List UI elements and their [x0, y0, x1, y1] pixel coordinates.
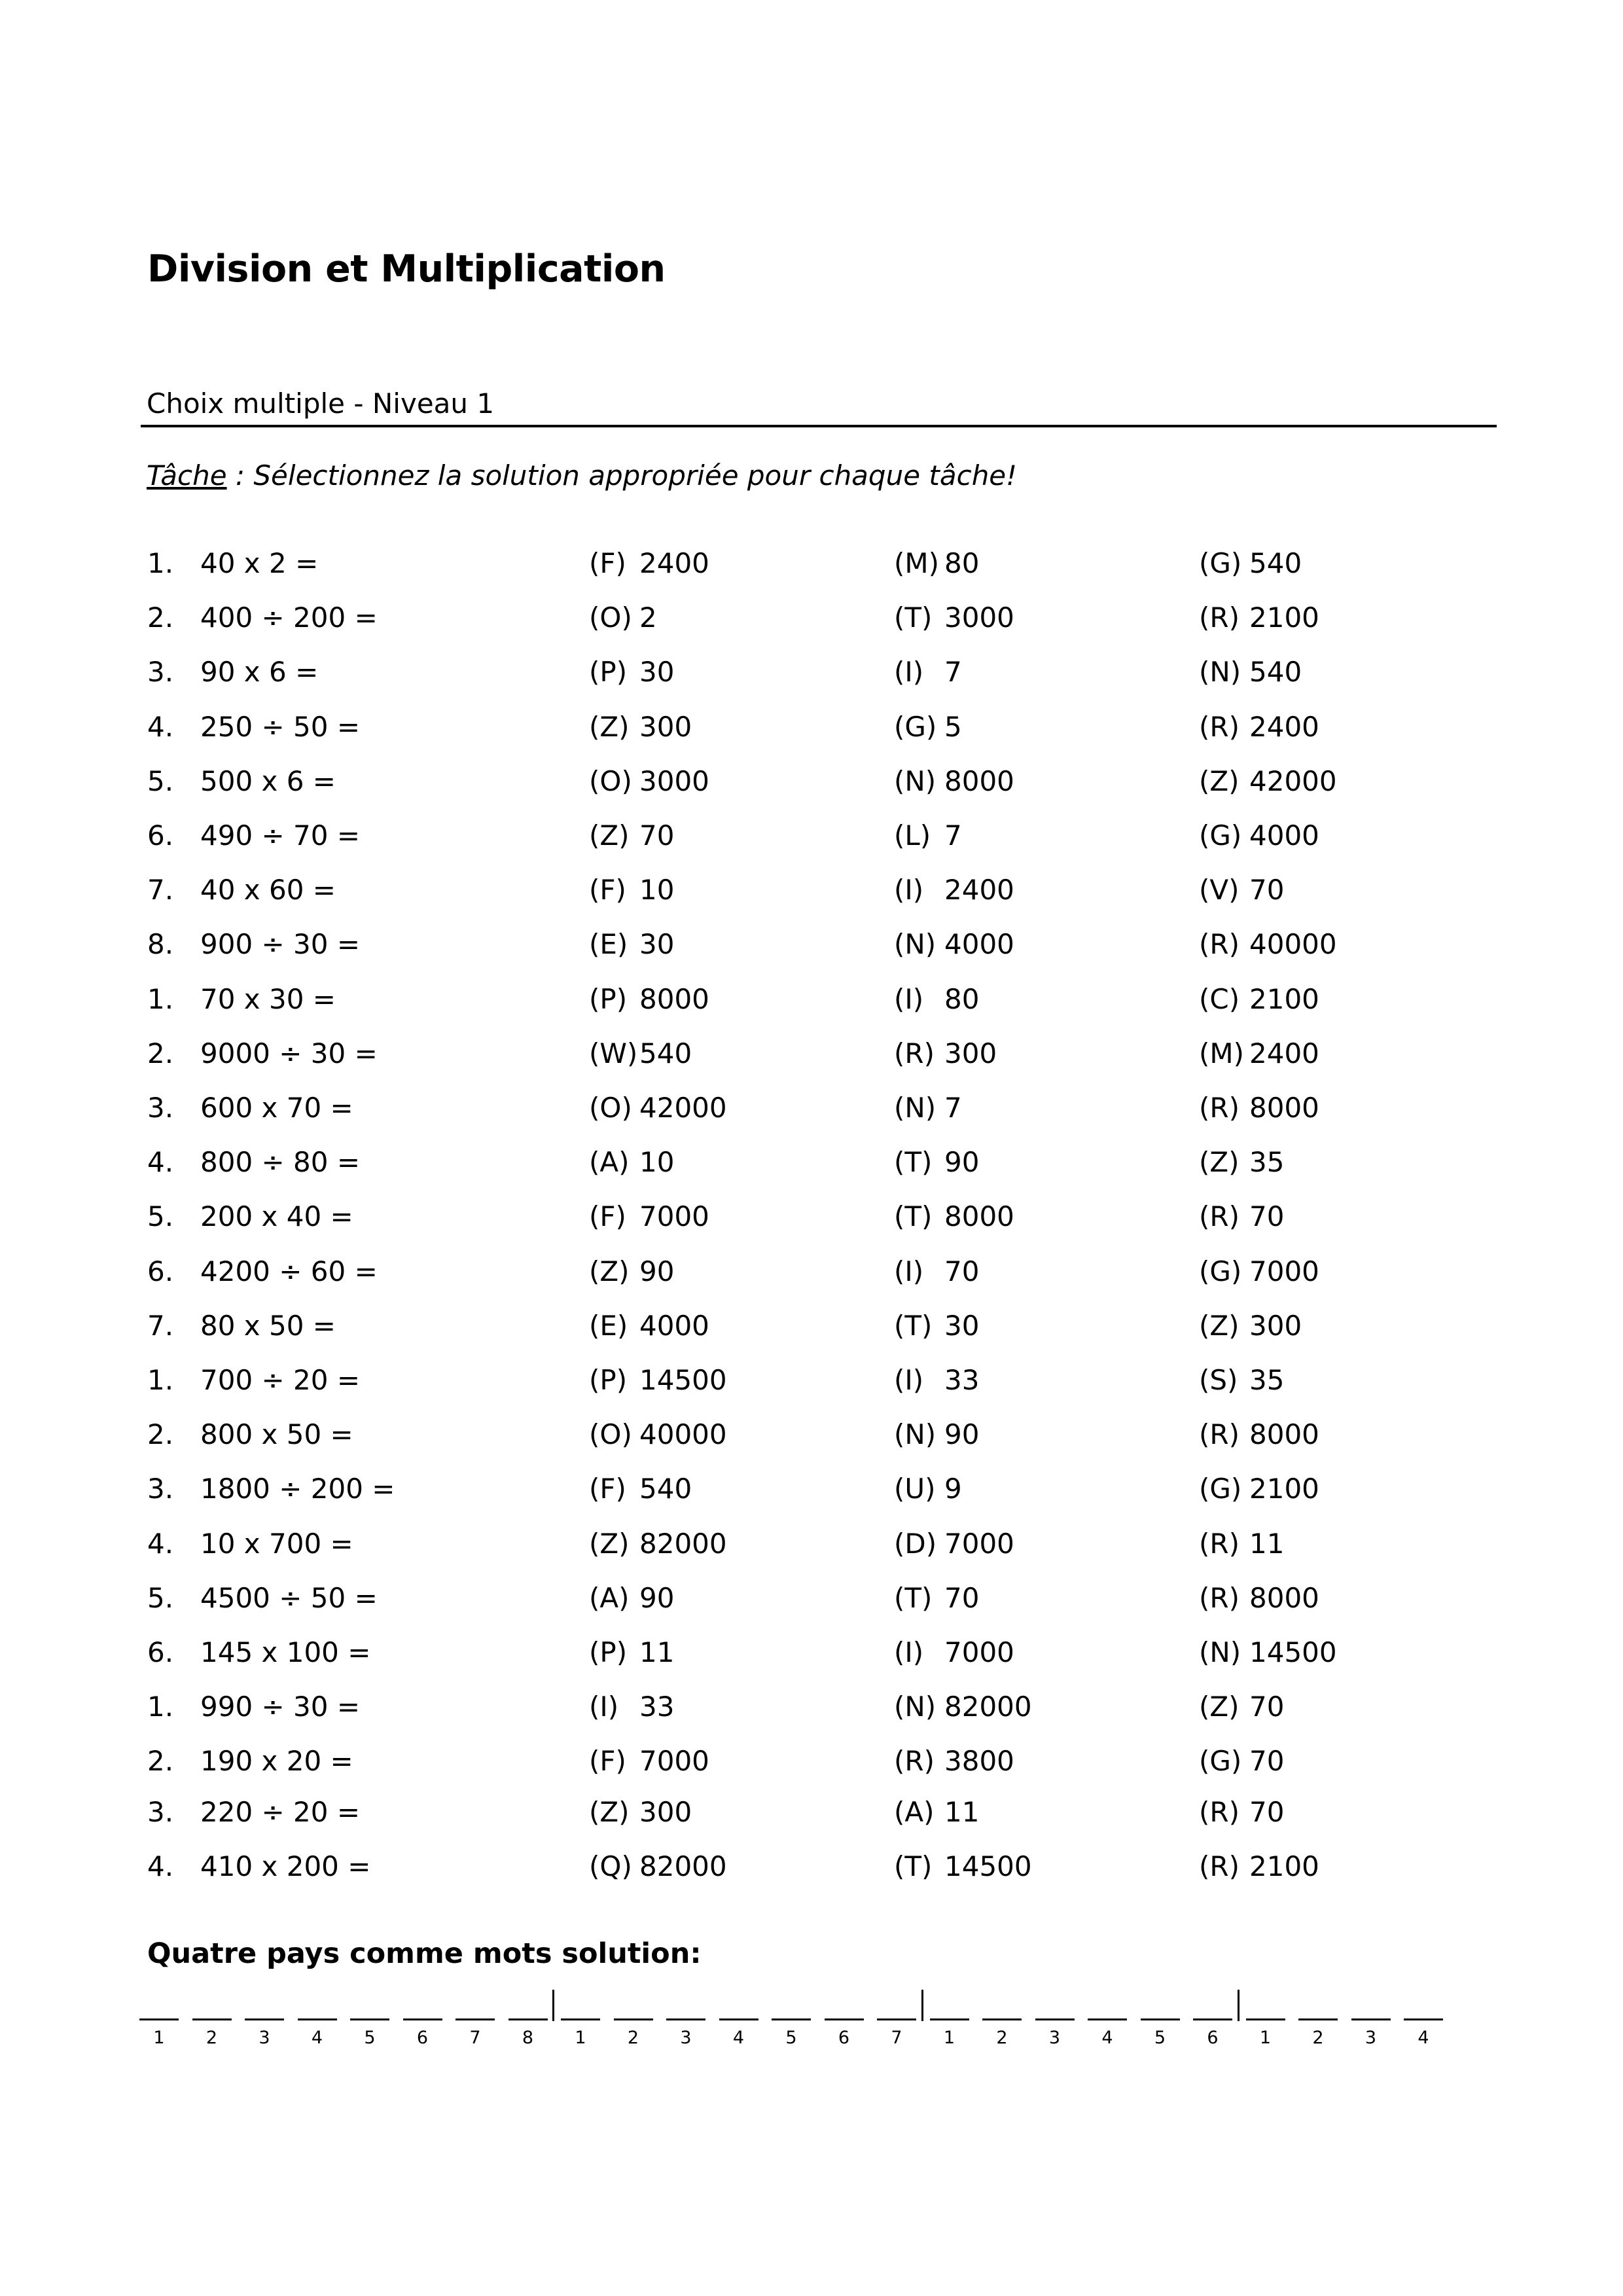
choice-letter: (R) [1199, 1418, 1240, 1451]
choice-value: 7000 [944, 1636, 1014, 1668]
choice-letter: (O) [589, 601, 632, 634]
problem-number: 6. [147, 1636, 174, 1668]
choice-letter: (Q) [589, 1850, 632, 1882]
blank-position-number: 7 [891, 2028, 902, 2048]
choice-value: 42000 [639, 1092, 727, 1124]
choice-letter: (I) [894, 1255, 924, 1287]
choice-letter: (N) [894, 1092, 936, 1124]
problem-number: 2. [147, 1418, 174, 1451]
answer-blank[interactable] [350, 2018, 389, 2020]
answer-blank[interactable] [1088, 2018, 1127, 2020]
choice-value: 90 [944, 1418, 980, 1451]
answer-blank[interactable] [982, 2018, 1022, 2020]
blank-position-number: 3 [259, 2028, 270, 2048]
choice-letter: (Z) [589, 1255, 630, 1287]
choice-value: 35 [1249, 1146, 1285, 1179]
choice-letter: (I) [894, 1364, 924, 1396]
problem-number: 5. [147, 1581, 174, 1614]
problem-expression: 90 x 6 = [200, 656, 319, 689]
answer-blank[interactable] [1246, 2018, 1285, 2020]
choice-value: 70 [1249, 1745, 1285, 1778]
answer-blank[interactable] [877, 2018, 916, 2020]
choice-letter: (M) [894, 547, 940, 579]
problem-expression: 800 x 50 = [200, 1418, 353, 1451]
answer-blank[interactable] [455, 2018, 495, 2020]
problem-expression: 145 x 100 = [200, 1636, 371, 1668]
choice-value: 40000 [639, 1418, 727, 1451]
blank-position-number: 5 [1154, 2028, 1166, 2048]
choice-value: 30 [944, 1309, 980, 1342]
answer-blank[interactable] [245, 2018, 284, 2020]
problem-number: 2. [147, 601, 174, 634]
blank-position-number: 8 [522, 2028, 534, 2048]
problem-expression: 190 x 20 = [200, 1745, 353, 1778]
blank-position-number: 1 [943, 2028, 955, 2048]
problem-number: 1. [147, 547, 174, 579]
answer-blank[interactable] [666, 2018, 705, 2020]
choice-letter: (G) [894, 710, 937, 743]
choice-value: 540 [639, 1037, 692, 1069]
choice-letter: (R) [1199, 1850, 1240, 1882]
blank-position-number: 2 [996, 2028, 1008, 2048]
choice-letter: (N) [894, 764, 936, 797]
problem-number: 7. [147, 874, 174, 906]
problem-expression: 200 x 40 = [200, 1200, 353, 1233]
choice-letter: (I) [589, 1691, 619, 1723]
choice-value: 7 [944, 656, 962, 689]
problem-expression: 220 ÷ 20 = [200, 1795, 361, 1828]
choice-letter: (R) [1199, 601, 1240, 634]
problem-number: 7. [147, 1309, 174, 1342]
choice-value: 80 [944, 547, 980, 579]
solution-title: Quatre pays comme mots solution: [147, 1937, 702, 1970]
problem-number: 6. [147, 1255, 174, 1287]
choice-letter: (P) [589, 1364, 628, 1396]
choice-letter: (I) [894, 1636, 924, 1668]
choice-letter: (R) [1199, 1581, 1240, 1614]
choice-value: 3000 [944, 601, 1014, 634]
choice-letter: (Z) [589, 1527, 630, 1560]
blank-position-number: 1 [575, 2028, 586, 2048]
blank-position-number: 2 [627, 2028, 639, 2048]
blank-position-number: 7 [469, 2028, 481, 2048]
problem-number: 4. [147, 710, 174, 743]
blank-position-number: 1 [1259, 2028, 1272, 2048]
choice-value: 8000 [1249, 1418, 1319, 1451]
problem-expression: 80 x 50 = [200, 1309, 336, 1342]
choice-value: 2400 [944, 874, 1014, 906]
blank-position-number: 3 [1364, 2028, 1377, 2048]
choice-letter: (R) [894, 1745, 935, 1778]
choice-value: 2 [639, 601, 657, 634]
problem-expression: 40 x 2 = [200, 547, 319, 579]
choice-value: 300 [639, 1795, 692, 1828]
choice-value: 540 [1249, 547, 1302, 579]
choice-value: 4000 [1249, 819, 1319, 852]
answer-blank[interactable] [930, 2018, 969, 2020]
blank-position-number: 1 [153, 2028, 165, 2048]
task-label: Tâche [147, 459, 227, 492]
blank-position-number: 6 [416, 2028, 429, 2048]
choice-letter: (W) [589, 1037, 638, 1069]
choice-value: 8000 [639, 982, 709, 1015]
problem-expression: 800 ÷ 80 = [200, 1146, 361, 1179]
choice-letter: (Z) [1199, 1309, 1240, 1342]
answer-blank[interactable] [508, 2018, 548, 2020]
choice-letter: (Z) [1199, 1691, 1240, 1723]
problem-expression: 40 x 60 = [200, 874, 336, 906]
choice-letter: (C) [1199, 982, 1240, 1015]
problem-number: 6. [147, 819, 174, 852]
answer-blank[interactable] [403, 2018, 442, 2020]
choice-value: 30 [639, 656, 675, 689]
choice-letter: (G) [1199, 1255, 1242, 1287]
problem-number: 3. [147, 1092, 174, 1124]
choice-value: 10 [639, 874, 675, 906]
choice-value: 70 [944, 1255, 980, 1287]
problem-number: 5. [147, 1200, 174, 1233]
choice-value: 35 [1249, 1364, 1285, 1396]
problem-expression: 70 x 30 = [200, 982, 336, 1015]
choice-value: 2100 [1249, 1473, 1319, 1505]
choice-value: 3800 [944, 1745, 1014, 1778]
choice-value: 90 [944, 1146, 980, 1179]
choice-letter: (R) [1199, 1795, 1240, 1828]
choice-value: 90 [639, 1581, 675, 1614]
choice-value: 7 [944, 1092, 962, 1124]
blank-position-number: 4 [1418, 2028, 1429, 2048]
problem-expression: 410 x 200 = [200, 1850, 371, 1882]
choice-value: 82000 [639, 1850, 727, 1882]
blank-position-number: 6 [838, 2028, 850, 2048]
choice-letter: (T) [894, 1146, 933, 1179]
choice-letter: (P) [589, 656, 628, 689]
choice-value: 5 [944, 710, 962, 743]
choice-letter: (N) [894, 928, 936, 961]
choice-value: 90 [639, 1255, 675, 1287]
choice-letter: (Z) [589, 1795, 630, 1828]
choice-letter: (V) [1199, 874, 1240, 906]
answer-blank[interactable] [1298, 2018, 1338, 2020]
choice-letter: (G) [1199, 1473, 1242, 1505]
answer-blank[interactable] [298, 2018, 337, 2020]
choice-value: 4000 [639, 1309, 709, 1342]
answer-blank[interactable] [825, 2018, 864, 2020]
choice-letter: (S) [1199, 1364, 1238, 1396]
choice-value: 2400 [1249, 710, 1319, 743]
problem-number: 3. [147, 656, 174, 689]
choice-value: 14500 [944, 1850, 1032, 1882]
choice-letter: (A) [589, 1581, 630, 1614]
choice-value: 33 [639, 1691, 675, 1723]
problem-number: 3. [147, 1795, 174, 1828]
choice-letter: (N) [1199, 656, 1241, 689]
choice-letter: (F) [589, 1200, 626, 1233]
blank-position-number: 4 [311, 2028, 323, 2048]
problem-number: 1. [147, 1691, 174, 1723]
choice-value: 8000 [1249, 1581, 1319, 1614]
choice-letter: (E) [589, 1309, 628, 1342]
choice-value: 2100 [1249, 1850, 1319, 1882]
choice-value: 14500 [639, 1364, 727, 1396]
subtitle: Choix multiple - Niveau 1 [147, 387, 495, 420]
choice-value: 7000 [1249, 1255, 1319, 1287]
choice-letter: (E) [589, 928, 628, 961]
choice-value: 2400 [1249, 1037, 1319, 1069]
blank-position-number: 2 [1312, 2028, 1324, 2048]
problem-number: 4. [147, 1146, 174, 1179]
choice-letter: (T) [894, 1581, 933, 1614]
answer-blank[interactable] [1193, 2018, 1232, 2020]
answer-blank[interactable] [1404, 2018, 1443, 2020]
choice-value: 82000 [639, 1527, 727, 1560]
problem-expression: 10 x 700 = [200, 1527, 353, 1560]
choice-letter: (G) [1199, 819, 1242, 852]
choice-letter: (F) [589, 874, 626, 906]
blank-position-number: 5 [364, 2028, 376, 2048]
problem-expression: 9000 ÷ 30 = [200, 1037, 378, 1069]
choice-value: 80 [944, 982, 980, 1015]
choice-value: 10 [639, 1146, 675, 1179]
choice-letter: (Z) [1199, 1146, 1240, 1179]
choice-value: 70 [944, 1581, 980, 1614]
word-separator [552, 1990, 554, 2021]
choice-letter: (T) [894, 601, 933, 634]
choice-value: 300 [944, 1037, 997, 1069]
problem-expression: 990 ÷ 30 = [200, 1691, 361, 1723]
problem-number: 2. [147, 1745, 174, 1778]
choice-letter: (R) [1199, 710, 1240, 743]
blank-position-number: 4 [1101, 2028, 1113, 2048]
answer-blank[interactable] [614, 2018, 653, 2020]
choice-value: 33 [944, 1364, 980, 1396]
choice-value: 70 [1249, 1795, 1285, 1828]
choice-value: 7000 [639, 1745, 709, 1778]
blank-position-number: 6 [1207, 2028, 1219, 2048]
blank-position-number: 3 [680, 2028, 692, 2048]
choice-letter: (R) [894, 1037, 935, 1069]
problem-expression: 900 ÷ 30 = [200, 928, 361, 961]
choice-letter: (F) [589, 1473, 626, 1505]
blank-position-number: 4 [732, 2028, 745, 2048]
choice-value: 8000 [944, 1200, 1014, 1233]
problem-expression: 400 ÷ 200 = [200, 601, 378, 634]
choice-value: 70 [1249, 1200, 1285, 1233]
problem-expression: 490 ÷ 70 = [200, 819, 361, 852]
choice-letter: (R) [1199, 1527, 1240, 1560]
choice-letter: (R) [1199, 1200, 1240, 1233]
choice-letter: (Z) [1199, 764, 1240, 797]
choice-letter: (N) [1199, 1636, 1241, 1668]
choice-letter: (T) [894, 1850, 933, 1882]
blank-position-number: 3 [1048, 2028, 1061, 2048]
problem-number: 5. [147, 764, 174, 797]
problem-number: 1. [147, 982, 174, 1015]
choice-value: 540 [639, 1473, 692, 1505]
choice-letter: (F) [589, 547, 626, 579]
choice-letter: (G) [1199, 1745, 1242, 1778]
word-separator [1238, 1990, 1240, 2021]
choice-letter: (P) [589, 982, 628, 1015]
answer-blank[interactable] [1141, 2018, 1180, 2020]
choice-value: 2100 [1249, 982, 1319, 1015]
blank-position-number: 5 [785, 2028, 797, 2048]
problem-expression: 250 ÷ 50 = [200, 710, 361, 743]
answer-blank[interactable] [139, 2018, 179, 2020]
choice-letter: (L) [894, 819, 931, 852]
choice-value: 300 [1249, 1309, 1302, 1342]
answer-blank[interactable] [772, 2018, 811, 2020]
task-text: : Sélectionnez la solution appropriée pour chaque tâche! [226, 459, 1017, 492]
choice-value: 70 [1249, 874, 1285, 906]
choice-value: 540 [1249, 656, 1302, 689]
choice-value: 9 [944, 1473, 962, 1505]
choice-letter: (R) [1199, 1092, 1240, 1124]
choice-letter: (O) [589, 1092, 632, 1124]
problem-expression: 600 x 70 = [200, 1092, 353, 1124]
answer-blank[interactable] [561, 2018, 600, 2020]
word-separator [921, 1990, 923, 2021]
choice-letter: (O) [589, 1418, 632, 1451]
choice-letter: (F) [589, 1745, 626, 1778]
answer-blank[interactable] [192, 2018, 232, 2020]
problem-number: 8. [147, 928, 174, 961]
page-title: Division et Multiplication [147, 247, 666, 291]
answer-blank[interactable] [1035, 2018, 1075, 2020]
choice-letter: (M) [1199, 1037, 1245, 1069]
choice-value: 7000 [639, 1200, 709, 1233]
choice-value: 70 [639, 819, 675, 852]
choice-value: 30 [639, 928, 675, 961]
problem-number: 1. [147, 1364, 174, 1396]
problem-expression: 1800 ÷ 200 = [200, 1473, 395, 1505]
choice-letter: (O) [589, 764, 632, 797]
choice-letter: (Z) [589, 819, 630, 852]
choice-letter: (I) [894, 982, 924, 1015]
choice-value: 2100 [1249, 601, 1319, 634]
choice-value: 11 [944, 1795, 980, 1828]
choice-letter: (A) [589, 1146, 630, 1179]
choice-letter: (I) [894, 874, 924, 906]
choice-value: 11 [1249, 1527, 1285, 1560]
choice-value: 11 [639, 1636, 675, 1668]
choice-letter: (T) [894, 1200, 933, 1233]
choice-letter: (Z) [589, 710, 630, 743]
choice-value: 300 [639, 710, 692, 743]
choice-value: 7 [944, 819, 962, 852]
choice-letter: (D) [894, 1527, 937, 1560]
choice-value: 2400 [639, 547, 709, 579]
problem-expression: 500 x 6 = [200, 764, 336, 797]
choice-value: 70 [1249, 1691, 1285, 1723]
problem-number: 2. [147, 1037, 174, 1069]
choice-value: 8000 [944, 764, 1014, 797]
blank-position-number: 2 [205, 2028, 218, 2048]
choice-value: 3000 [639, 764, 709, 797]
choice-letter: (A) [894, 1795, 935, 1828]
choice-value: 4000 [944, 928, 1014, 961]
choice-value: 82000 [944, 1691, 1032, 1723]
problem-expression: 4200 ÷ 60 = [200, 1255, 378, 1287]
problem-expression: 4500 ÷ 50 = [200, 1581, 378, 1614]
choice-letter: (N) [894, 1418, 936, 1451]
answer-blank[interactable] [719, 2018, 758, 2020]
problem-number: 3. [147, 1473, 174, 1505]
choice-letter: (U) [894, 1473, 936, 1505]
problem-expression: 700 ÷ 20 = [200, 1364, 361, 1396]
choice-letter: (N) [894, 1691, 936, 1723]
choice-value: 8000 [1249, 1092, 1319, 1124]
choice-value: 40000 [1249, 928, 1337, 961]
choice-letter: (G) [1199, 547, 1242, 579]
choice-letter: (P) [589, 1636, 628, 1668]
choice-letter: (R) [1199, 928, 1240, 961]
choice-letter: (T) [894, 1309, 933, 1342]
problem-number: 4. [147, 1527, 174, 1560]
choice-value: 7000 [944, 1527, 1014, 1560]
choice-value: 42000 [1249, 764, 1337, 797]
answer-blank[interactable] [1351, 2018, 1391, 2020]
problem-number: 4. [147, 1850, 174, 1882]
choice-letter: (I) [894, 656, 924, 689]
choice-value: 14500 [1249, 1636, 1337, 1668]
